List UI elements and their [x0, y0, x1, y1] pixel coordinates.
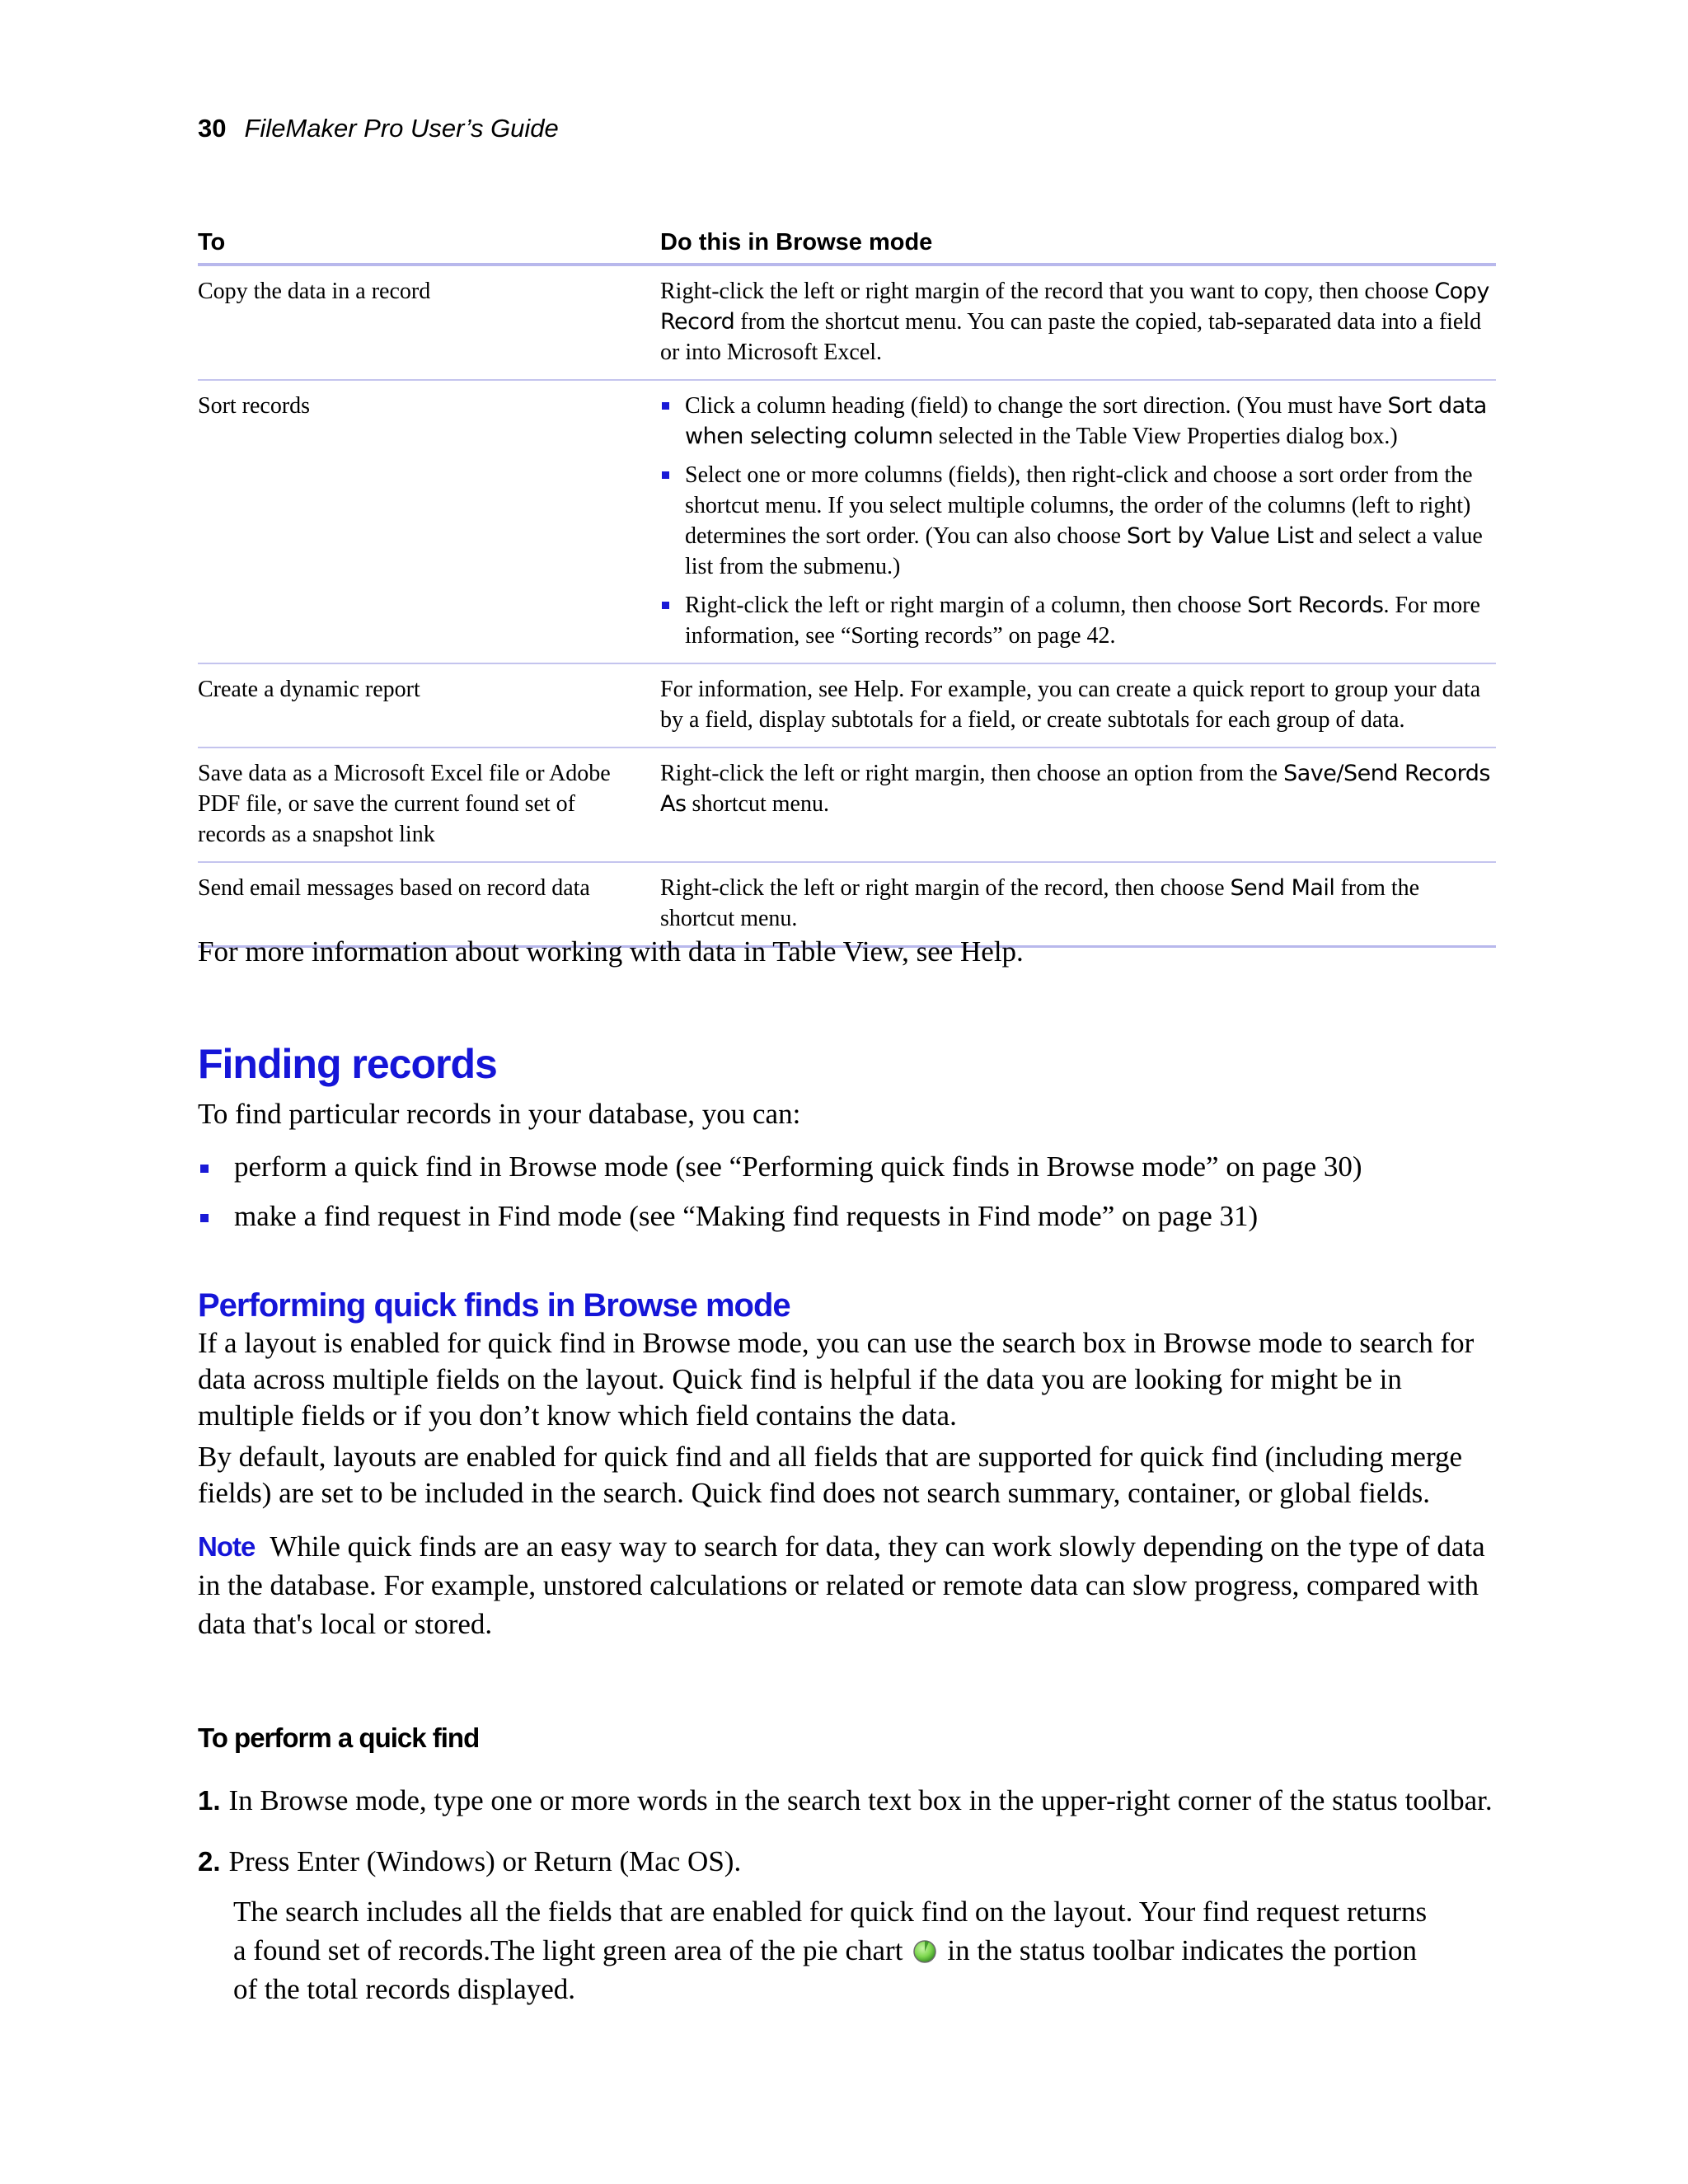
list-item — [660, 590, 1496, 651]
table-row — [198, 265, 1496, 380]
result-line: The search includes all the fields that are enabled for quick find on the layout. Your find request returns — [233, 1896, 1428, 1928]
note-paragraph — [198, 1527, 1496, 1643]
result-text: a found set of records.The light green area of the pie chart — [233, 1934, 903, 1966]
bullet-square-icon — [200, 1214, 209, 1222]
action-text: from the shortcut menu. — [660, 875, 1420, 931]
subsection-heading-quick-finds: Performing quick finds in Browse mode — [198, 1287, 790, 1324]
list-item — [660, 460, 1496, 582]
table-cell-task: Create a dynamic report — [198, 663, 660, 748]
result-line: of the total records displayed. — [233, 1973, 576, 2005]
list-item — [198, 1198, 1362, 1235]
table-header-action: Do this in Browse mode — [660, 224, 1496, 265]
list-item — [660, 391, 1496, 452]
step-result-paragraph — [233, 1892, 1503, 2008]
quick-find-paragraph-1: If a layout is enabled for quick find in Browse mode, you can use the search box in Browse mode to search for data across multiple fields on the layout. Quick find is helpful if the data you are looking for might be in multiple fields or if you don’t know which field contains the data. — [198, 1327, 1475, 1432]
finding-intro-paragraph: To find particular records in your database, you can: — [198, 1098, 801, 1130]
action-text: and select a value list from the submenu.) — [685, 523, 1483, 579]
action-text: Right-click the left or right margin of a column, then choose — [685, 593, 1248, 618]
note-label: Note — [198, 1531, 256, 1562]
command-name: Copy Record — [660, 279, 1489, 335]
table-cell-task: Copy the data in a record — [198, 265, 660, 380]
book-title: FileMaker Pro User’s Guide — [244, 114, 559, 143]
result-line — [233, 1931, 1503, 1970]
table-followup-paragraph: For more information about working with data in Table View, see Help. — [198, 935, 1024, 968]
procedure-step-2 — [198, 1844, 1508, 1880]
table-cell-task: Send email messages based on record data — [198, 862, 660, 947]
find-methods-list — [198, 1149, 1362, 1248]
procedure-heading: To perform a quick find — [198, 1722, 480, 1753]
action-text: Click a column heading (field) to change the sort direction. (You must have — [685, 393, 1388, 419]
table-cell-task: Sort records — [198, 380, 660, 663]
table-row — [198, 663, 1496, 748]
table-header-to: To — [198, 224, 660, 265]
action-text: from the shortcut menu. You can paste the copied, tab-separated data into a field or into Microsoft Excel. — [660, 309, 1482, 365]
step-text: In Browse mode, type one or more words in the search text box in the upper-right corner of the status toolbar. — [228, 1784, 1493, 1816]
running-header — [198, 114, 559, 143]
bullet-square-icon — [662, 471, 669, 479]
step-text: Press Enter (Windows) or Return (Mac OS). — [228, 1845, 742, 1877]
table-cell-task: Save data as a Microsoft Excel file or Adobe PDF file, or save the current found set of records as a snapshot link — [198, 748, 660, 862]
action-text: Select one or more columns (fields), then right-click and choose a sort order from the shortcut menu. If you select multiple columns, the order of the columns (left to right) determines the sort order. (You can also choose — [685, 462, 1473, 549]
action-text: Right-click the left or right margin, then choose an option from the — [660, 761, 1284, 786]
table-header-row — [198, 224, 1496, 265]
pie-chart-icon — [912, 1939, 937, 1964]
bullet-square-icon — [200, 1165, 209, 1173]
procedure-step-1 — [198, 1783, 1508, 1819]
list-item — [198, 1149, 1362, 1185]
section-heading-finding-records: Finding records — [198, 1041, 497, 1087]
sort-options-list — [660, 391, 1496, 651]
table-cell-action: For information, see Help. For example, you can create a quick report to group your data by a field, display subtotals for a field, or create subtotals for each group of data. — [660, 663, 1496, 748]
command-name: Sort Records — [1247, 593, 1384, 618]
action-text: Right-click the left or right margin of the record that you want to copy, then choose — [660, 279, 1435, 304]
note-text: While quick finds are an easy way to search for data, they can work slowly depending on the type of data in the database. For example, unstored calculations or related or remote data can slow progress, compared with data that's local or stored. — [198, 1530, 1485, 1640]
step-number: 1. — [198, 1785, 221, 1816]
command-name: Send Mail — [1230, 875, 1335, 901]
step-number: 2. — [198, 1846, 221, 1877]
table-cell-action — [660, 748, 1496, 862]
command-name: Sort data when selecting column — [685, 393, 1487, 449]
bullet-square-icon — [662, 402, 669, 410]
page-number: 30 — [198, 114, 227, 143]
command-name: Sort by Value List — [1127, 523, 1314, 549]
list-item-text: make a find request in Find mode (see “Making find requests in Find mode” on page 31) — [234, 1200, 1259, 1232]
table-cell-action — [660, 265, 1496, 380]
table-row — [198, 380, 1496, 663]
command-name: Save/Send Records As — [660, 761, 1490, 817]
action-text: . For more information, see “Sorting records” on page 42. — [685, 593, 1480, 649]
action-text: Right-click the left or right margin of the record, then choose — [660, 875, 1231, 901]
bullet-square-icon — [662, 602, 669, 609]
action-text: shortcut menu. — [686, 791, 829, 817]
result-text: in the status toolbar indicates the portion — [947, 1934, 1418, 1966]
list-item-text: perform a quick find in Browse mode (see “Performing quick finds in Browse mode” on page 30) — [234, 1151, 1362, 1183]
table-row — [198, 748, 1496, 862]
browse-mode-table — [198, 224, 1496, 948]
action-text: selected in the Table View Properties dialog box.) — [932, 424, 1398, 449]
table-cell-action — [660, 380, 1496, 663]
quick-find-paragraph-2: By default, layouts are enabled for quick find and all fields that are supported for quick find (including merge fields) are set to be included in the search. Quick find does not search summary, container, or global fields. — [198, 1441, 1463, 1509]
